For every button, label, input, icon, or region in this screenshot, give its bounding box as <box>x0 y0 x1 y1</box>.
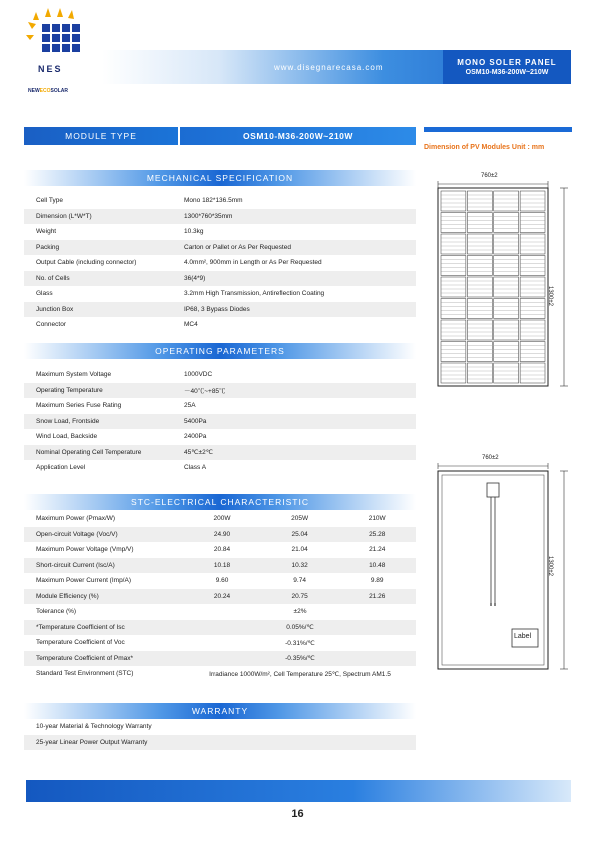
module-type-bar <box>24 127 416 145</box>
front-width-label: 760±2 <box>481 173 498 179</box>
table-row: Maximum Power (Pmax/W) 200W 205W 210W <box>36 515 386 523</box>
solar-cell <box>520 234 545 254</box>
table-row: No. of Cells 36(4*9) <box>24 271 416 287</box>
table-row: Module Efficiency (%) 20.24 20.75 21.26 <box>24 589 416 605</box>
table-row: Maximum Power Voltage (Vmp/V) 20.84 21.04 21.24 <box>36 546 386 554</box>
sun-panel-logo-icon <box>26 8 96 64</box>
table-row: Standard Test Environment (STC) Irradiance 1000W/m², Cell Temperature 25℃, Spectrum AM1.5 <box>36 670 391 678</box>
table-row: Application Level Class A <box>36 464 207 472</box>
dimension-title: Dimension of PV Modules Unit : mm <box>424 144 545 151</box>
solar-cell <box>441 363 466 383</box>
warranty-table <box>24 719 416 750</box>
warranty-header: WARRANTY <box>24 703 416 719</box>
operating-table <box>24 367 416 476</box>
solar-cell <box>441 277 466 297</box>
solar-cell <box>441 299 466 319</box>
solar-cell <box>467 363 492 383</box>
company-logo <box>26 8 96 94</box>
solar-cell <box>467 213 492 233</box>
table-row: Glass 3.2mm High Transmission, Antireflection Coating <box>36 290 325 298</box>
solar-cell <box>520 342 545 362</box>
solar-cell <box>494 363 519 383</box>
front-panel-drawing <box>428 180 578 390</box>
brand-subtitle: NEWECOSOLAR <box>28 88 69 94</box>
solar-cell <box>467 299 492 319</box>
table-row: Snow Load, Frontside 5400Pa <box>24 414 416 430</box>
stc-header: STC-ELECTRICAL CHARACTERISTIC <box>24 494 416 510</box>
module-type-value: OSM10-M36-200W~210W <box>180 127 416 145</box>
table-row: Open-circuit Voltage (Voc/V) 24.90 25.04 25.28 <box>24 527 416 543</box>
solar-cell <box>520 320 545 340</box>
back-panel-drawing <box>428 463 578 673</box>
solar-cell <box>520 299 545 319</box>
solar-cell <box>467 234 492 254</box>
solar-cell <box>520 191 545 211</box>
website-url: www.disegnarecasa.com <box>274 63 384 72</box>
solar-cell <box>441 320 466 340</box>
table-row: Output Cable (including connector) 4.0mm², 900mm in Length or As Per Requested <box>36 259 322 267</box>
table-row: Operating Temperature －40℃~+85℃ <box>24 383 416 399</box>
mechanical-table <box>24 193 416 333</box>
stc-table <box>24 511 416 682</box>
solar-cell <box>467 342 492 362</box>
table-row: *Temperature Coefficient of Isc 0.05%/℃ <box>24 620 416 636</box>
label-text: Label <box>514 633 532 640</box>
table-row: Weight 10.3kg <box>36 228 204 236</box>
table-row: Nominal Operating Cell Temperature 45℃±2℃ <box>24 445 416 461</box>
solar-cell <box>494 234 519 254</box>
table-row: Maximum System Voltage 1000VDC <box>36 371 213 379</box>
product-title-block <box>443 50 571 84</box>
table-row: 10-year Material & Technology Warranty <box>36 723 152 731</box>
solar-cell <box>441 234 466 254</box>
table-row: 25-year Linear Power Output Warranty <box>24 735 416 751</box>
solar-cell <box>467 320 492 340</box>
brand-name: NES <box>38 64 63 74</box>
table-row: Maximum Power Current (Imp/A) 9.60 9.74 9.89 <box>36 577 384 585</box>
solar-cell <box>441 256 466 276</box>
module-type-label: MODULE TYPE <box>24 127 178 145</box>
solar-cell <box>494 299 519 319</box>
product-model: OSM10-M36-200W~210W <box>465 69 549 76</box>
solar-cell <box>467 277 492 297</box>
dimension-accent-bar <box>424 127 572 132</box>
front-height-label: 1300±2 <box>547 286 553 306</box>
solar-cell <box>467 256 492 276</box>
solar-cell <box>494 256 519 276</box>
table-row: Junction Box IP68, 3 Bypass Diodes <box>24 302 416 318</box>
header-bar <box>102 50 571 84</box>
table-row: Connector MC4 <box>36 321 198 329</box>
solar-cell <box>494 213 519 233</box>
table-row: Short-circuit Current (Isc/A) 10.18 10.32 10.48 <box>24 558 416 574</box>
back-width-label: 760±2 <box>482 455 499 461</box>
table-row: Cell Type Mono 182*136.5mm <box>36 197 243 205</box>
page-number: 16 <box>291 808 304 820</box>
back-height-label: 1300±2 <box>547 556 553 576</box>
solar-cell <box>441 213 466 233</box>
solar-cell <box>441 191 466 211</box>
table-row: Temperature Coefficient of Voc -0.31%/℃ <box>36 639 315 647</box>
solar-cell <box>494 342 519 362</box>
solar-cell <box>467 191 492 211</box>
solar-cell <box>520 277 545 297</box>
footer-bar <box>26 780 571 802</box>
solar-cell <box>494 191 519 211</box>
solar-cell <box>494 320 519 340</box>
solar-cell <box>441 342 466 362</box>
table-row: Temperature Coefficient of Pmax* -0.35%/℃ <box>24 651 416 667</box>
operating-header: OPERATING PARAMETERS <box>24 343 416 359</box>
table-row: Packing Carton or Pallet or As Per Requested <box>24 240 416 256</box>
table-row: Tolerance (%) ±2% <box>36 608 307 616</box>
table-row: Wind Load, Backside 2400Pa <box>36 433 207 441</box>
mechanical-header: MECHANICAL SPECIFICATION <box>24 170 416 186</box>
solar-cell <box>520 256 545 276</box>
product-title: MONO SOLER PANEL <box>457 58 557 67</box>
table-row: Maximum Series Fuse Rating 25A <box>36 402 196 410</box>
solar-cell <box>520 363 545 383</box>
table-row: Dimension (L*W*T) 1300*760*35mm <box>24 209 416 225</box>
solar-cell <box>520 213 545 233</box>
solar-cell <box>494 277 519 297</box>
